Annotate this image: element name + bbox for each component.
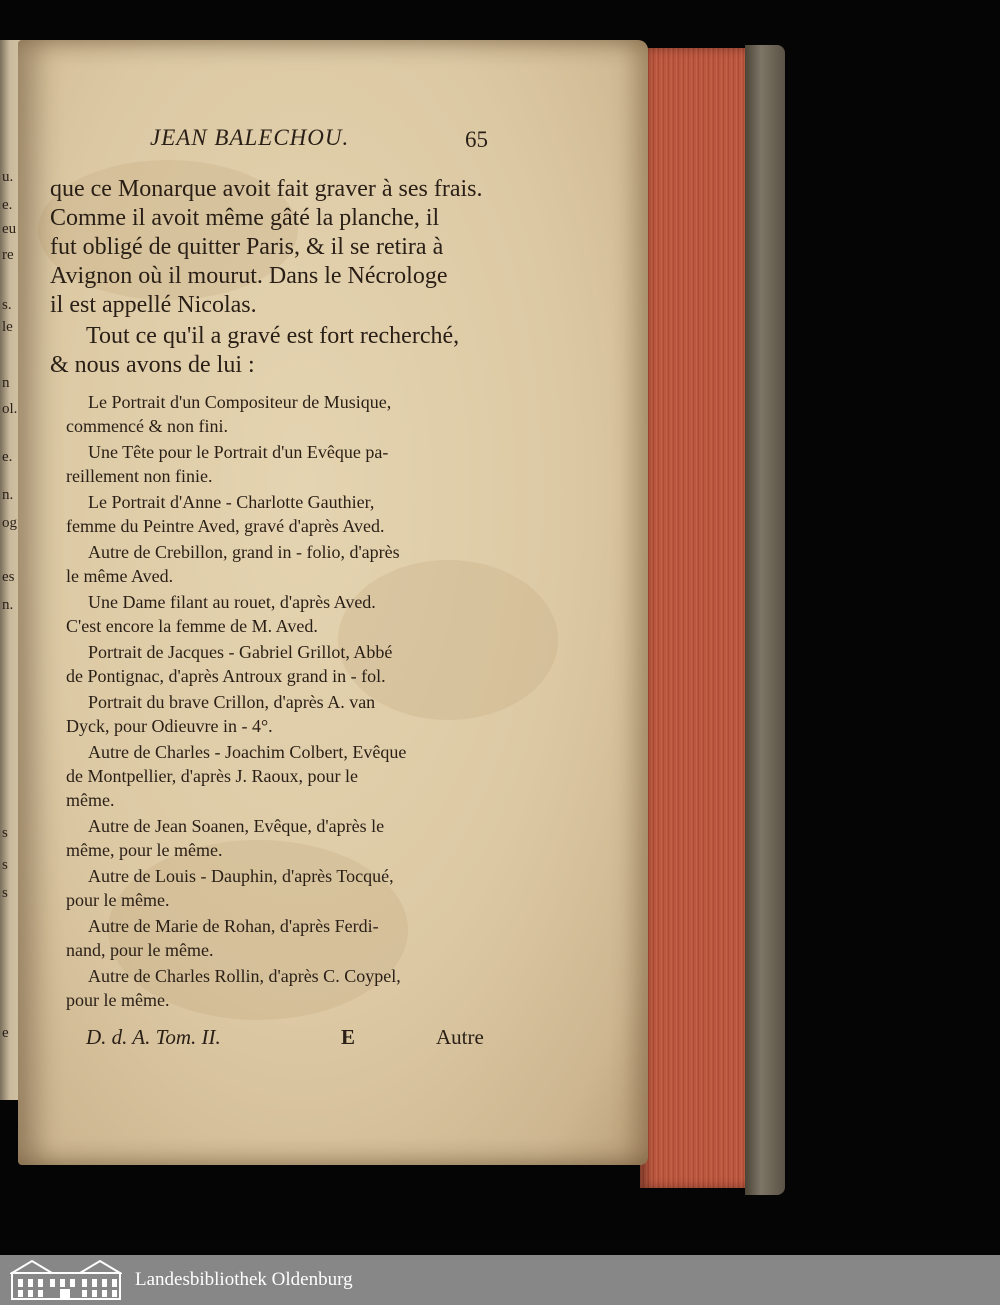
- entry-line: nand, pour le même.: [66, 940, 214, 960]
- entry-line: Le Portrait d'Anne - Charlotte Gauthier,: [88, 492, 375, 512]
- left-page-fragment: og: [2, 515, 17, 531]
- entry-line: Autre de Crebillon, grand in - folio, d'après: [88, 542, 400, 562]
- running-head: JEAN BALECHOU.: [150, 125, 350, 150]
- institution-name: Landesbibliothek Oldenburg: [135, 1269, 353, 1290]
- library-logo-icon: [10, 1259, 122, 1301]
- text-line: fut obligé de quitter Paris, & il se retira à: [50, 234, 444, 260]
- catalogue-entry: [66, 640, 491, 688]
- catalogue-entry: [66, 690, 491, 738]
- text-line: Comme il avoit même gâté la planche, il: [50, 205, 440, 231]
- left-page-fragment: es: [2, 569, 15, 585]
- left-page-fragment: e: [2, 1025, 9, 1041]
- entry-line: Autre de Charles Rollin, d'après C. Coypel,: [88, 966, 401, 986]
- text-line: & nous avons de lui :: [50, 352, 255, 378]
- catalogue-entry: [66, 540, 491, 588]
- entry-line: Autre de Marie de Rohan, d'après Ferdi-: [88, 916, 379, 936]
- left-page-fragment: re: [2, 247, 14, 263]
- entry-line: femme du Peintre Aved, gravé d'après Aved.: [66, 516, 385, 536]
- entry-line: de Pontignac, d'après Antroux grand in - fol.: [66, 666, 386, 686]
- book-cover-edge: [745, 45, 785, 1195]
- left-page-fragment: n.: [2, 487, 14, 503]
- entry-line: de Montpellier, d'après J. Raoux, pour le: [66, 766, 358, 786]
- entry-line: Une Tête pour le Portrait d'un Evêque pa-: [88, 442, 389, 462]
- left-page-fragment: s: [2, 857, 8, 873]
- entry-line: reillement non finie.: [66, 466, 213, 486]
- gathering-mark: E: [341, 1025, 356, 1049]
- catalogue-entry: [66, 864, 491, 912]
- text-line: il est appellé Nicolas.: [50, 292, 257, 318]
- left-page-fragment: n: [2, 375, 10, 391]
- entry-line: Une Dame filant au rouet, d'après Aved.: [88, 592, 376, 612]
- entry-line: même.: [66, 790, 115, 810]
- entry-line: C'est encore la femme de M. Aved.: [66, 616, 318, 636]
- catalogue-entry: [66, 590, 491, 638]
- entry-line: Autre de Louis - Dauphin, d'après Tocqué,: [88, 866, 394, 886]
- catalogue-entry: [66, 440, 491, 488]
- left-page-fragment: ol.: [2, 401, 18, 417]
- left-page-fragment: e.: [2, 449, 13, 465]
- entry-line: Le Portrait d'un Compositeur de Musique,: [88, 392, 392, 412]
- page-number: 65: [465, 127, 488, 152]
- entry-line: Autre de Jean Soanen, Evêque, d'après le: [88, 816, 385, 836]
- text-line: Avignon où il mourut. Dans le Nécrologe: [50, 263, 448, 289]
- entry-line: le même Aved.: [66, 566, 174, 586]
- entries-list: [66, 390, 491, 1014]
- catalogue-entry: [66, 964, 491, 1012]
- entry-line: pour le même.: [66, 890, 170, 910]
- entry-line: même, pour le même.: [66, 840, 223, 860]
- left-page-fragment: s: [2, 825, 8, 841]
- entry-line: pour le même.: [66, 990, 170, 1010]
- library-banner: [0, 1255, 1000, 1305]
- intro-paragraph: [50, 175, 490, 320]
- left-page-fragment: n.: [2, 597, 14, 613]
- text-line: Tout ce qu'il a gravé est fort recherché,: [86, 323, 460, 349]
- second-paragraph: [50, 322, 490, 380]
- catalogue-entry: [66, 740, 491, 812]
- catalogue-entry: [66, 814, 491, 862]
- catalogue-entry: [66, 490, 491, 538]
- left-page-fragment: le: [2, 319, 13, 335]
- page-fore-edge: [640, 48, 758, 1188]
- text-line: que ce Monarque avoit fait graver à ses frais.: [50, 176, 483, 202]
- entry-line: Portrait de Jacques - Gabriel Grillot, Abbé: [88, 642, 393, 662]
- entry-line: commencé & non fini.: [66, 416, 228, 436]
- catalogue-entry: [66, 914, 491, 962]
- left-page-fragment: s.: [2, 297, 12, 313]
- catchword: Autre: [436, 1025, 484, 1049]
- catalogue-entry: [66, 390, 491, 438]
- entry-line: Dyck, pour Odieuvre in - 4°.: [66, 716, 273, 736]
- entry-line: Portrait du brave Crillon, d'après A. van: [88, 692, 376, 712]
- left-page-fragment: s: [2, 885, 8, 901]
- signature-mark: D. d. A. Tom. II.: [86, 1025, 221, 1049]
- entry-line: Autre de Charles - Joachim Colbert, Evêque: [88, 742, 407, 762]
- left-page-fragment: e.: [2, 197, 13, 213]
- left-page-fragment: u.: [2, 169, 14, 185]
- left-page-fragment: eu: [2, 221, 17, 237]
